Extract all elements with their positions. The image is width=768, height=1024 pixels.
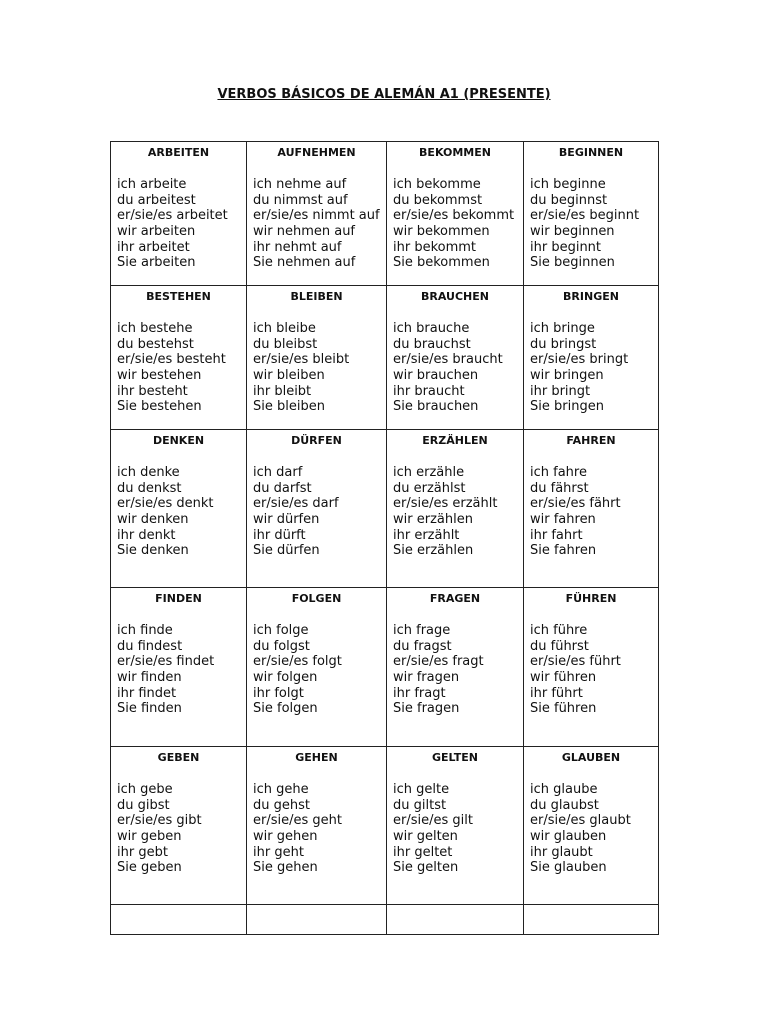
conjugation-list	[393, 177, 523, 271]
conjugation-form: Sie bleiben	[253, 399, 325, 415]
verb-cell	[524, 747, 659, 905]
table-row	[111, 588, 659, 747]
verb-name: GELTEN	[432, 751, 478, 764]
conjugation-list	[253, 465, 386, 559]
conjugation-form: ihr führt	[530, 685, 583, 701]
conjugation-form: du giltst	[393, 797, 447, 813]
conjugation-form: Sie bekommen	[393, 255, 490, 271]
conjugation-list	[530, 465, 658, 559]
conjugation-form: ich gebe	[117, 782, 173, 797]
conjugation-form: er/sie/es bleibt	[253, 352, 350, 368]
verb-name: GEHEN	[295, 751, 338, 764]
conjugation-form: ihr folgt	[253, 685, 304, 701]
conjugation-form: du findest	[117, 638, 183, 654]
conjugation-form: du bestehst	[117, 336, 194, 352]
verb-name: FAHREN	[566, 434, 616, 447]
conjugation-form: du arbeitest	[117, 192, 196, 208]
verb-cell	[247, 286, 387, 430]
verb-name: FOLGEN	[291, 592, 342, 605]
conjugation-form: du führst	[530, 638, 589, 654]
verb-cell	[387, 747, 524, 905]
conjugation-list	[117, 321, 246, 415]
conjugation-form: ihr nehmt auf	[253, 239, 342, 255]
verb-name: ARBEITEN	[147, 146, 210, 159]
conjugation-form: er/sie/es arbeitet	[117, 208, 228, 224]
conjugation-form: du folgst	[253, 638, 310, 654]
conjugation-form: Sie finden	[117, 701, 182, 717]
conjugation-form: wir bringen	[530, 368, 604, 384]
conjugation-form: du fährst	[530, 480, 589, 496]
conjugation-form: ihr findet	[117, 685, 177, 701]
conjugation-list	[530, 177, 658, 271]
conjugation-form: ihr glaubt	[530, 844, 593, 860]
empty-table-row	[111, 905, 659, 935]
conjugation-form: ich finde	[117, 623, 173, 638]
conjugation-form: wir folgen	[253, 670, 318, 686]
conjugation-form: er/sie/es denkt	[117, 496, 214, 512]
conjugation-form: du nimmst auf	[253, 192, 348, 208]
verb-name: GEBEN	[157, 751, 200, 764]
conjugation-form: er/sie/es gibt	[117, 813, 202, 829]
conjugation-form: ihr dürft	[253, 527, 306, 543]
conjugation-form: ihr beginnt	[530, 239, 602, 255]
verb-cell	[387, 430, 524, 588]
conjugation-list	[117, 782, 246, 876]
conjugation-form: wir denken	[117, 512, 189, 528]
verb-cell	[111, 430, 247, 588]
verb-name: BEGINNEN	[558, 146, 624, 159]
conjugation-form: ihr besteht	[117, 383, 188, 399]
conjugation-form: wir fahren	[530, 512, 596, 528]
verb-cell	[247, 747, 387, 905]
conjugation-form: wir dürfen	[253, 512, 320, 528]
verb-name: DÜRFEN	[291, 434, 342, 447]
conjugation-list	[530, 321, 658, 415]
conjugation-form: ihr denkt	[117, 527, 176, 543]
conjugation-list	[393, 623, 523, 717]
conjugation-list	[253, 782, 386, 876]
conjugation-form: Sie geben	[117, 860, 182, 876]
conjugation-form: wir führen	[530, 670, 597, 686]
conjugation-form: ihr fahrt	[530, 527, 583, 543]
conjugation-form: Sie beginnen	[530, 255, 615, 271]
conjugation-form: Sie glauben	[530, 860, 607, 876]
conjugation-form: Sie gelten	[393, 860, 459, 876]
conjugation-form: ihr fragt	[393, 685, 446, 701]
verb-name: ERZÄHLEN	[422, 434, 488, 447]
conjugation-form: wir bleiben	[253, 368, 325, 384]
conjugation-form: wir gelten	[393, 829, 458, 845]
conjugation-form: ich gehe	[253, 782, 309, 797]
conjugation-form: Sie gehen	[253, 860, 318, 876]
conjugation-form: du denkst	[117, 480, 182, 496]
conjugation-form: ihr arbeitet	[117, 239, 190, 255]
empty-cell	[524, 905, 659, 935]
conjugation-form: er/sie/es beginnt	[530, 208, 640, 224]
conjugation-list	[530, 782, 658, 876]
conjugation-list	[253, 321, 386, 415]
verb-name: FRAGEN	[429, 592, 481, 605]
conjugation-form: er/sie/es folgt	[253, 654, 342, 670]
conjugation-form: wir erzählen	[393, 512, 473, 528]
conjugation-form: du glaubst	[530, 797, 599, 813]
conjugation-list	[393, 782, 523, 876]
empty-cell	[387, 905, 524, 935]
conjugation-form: du brauchst	[393, 336, 471, 352]
conjugation-form: du beginnst	[530, 192, 608, 208]
conjugation-list	[393, 465, 523, 559]
conjugation-form: Sie dürfen	[253, 543, 320, 559]
table-row	[111, 430, 659, 588]
conjugation-form: ich darf	[253, 465, 303, 480]
verb-cell	[247, 142, 387, 286]
verb-cell	[524, 588, 659, 747]
verb-cell	[387, 286, 524, 430]
conjugation-form: Sie fahren	[530, 543, 597, 559]
verb-cell	[111, 747, 247, 905]
conjugation-list	[253, 177, 386, 271]
conjugation-form: ihr bleibt	[253, 383, 312, 399]
conjugation-form: ich bleibe	[253, 321, 316, 336]
conjugation-form: Sie brauchen	[393, 399, 479, 415]
conjugation-form: Sie denken	[117, 543, 189, 559]
verb-name: FINDEN	[155, 592, 202, 605]
table-row	[111, 747, 659, 905]
conjugation-form: er/sie/es findet	[117, 654, 215, 670]
conjugation-form: er/sie/es fährt	[530, 496, 621, 512]
conjugation-form: Sie erzählen	[393, 543, 474, 559]
conjugation-form: Sie bestehen	[117, 399, 202, 415]
verb-cell	[524, 286, 659, 430]
page-title: VERBOS BÁSICOS DE ALEMÁN A1 (PRESENTE)	[217, 87, 551, 102]
conjugation-form: ich gelte	[393, 782, 450, 797]
verb-name: AUFNEHMEN	[277, 146, 356, 159]
conjugation-list	[530, 623, 658, 717]
conjugation-form: wir arbeiten	[117, 224, 196, 240]
verb-name: DENKEN	[152, 434, 205, 447]
conjugation-list	[117, 623, 246, 717]
conjugation-form: wir nehmen auf	[253, 224, 356, 240]
conjugation-form: wir finden	[117, 670, 182, 686]
conjugation-form: ihr braucht	[393, 383, 465, 399]
conjugation-list	[393, 321, 523, 415]
conjugation-form: er/sie/es gilt	[393, 813, 473, 829]
conjugation-form: ihr gebt	[117, 844, 168, 860]
conjugation-form: ich fahre	[530, 465, 587, 480]
verb-cell	[111, 588, 247, 747]
conjugation-form: er/sie/es braucht	[393, 352, 503, 368]
conjugation-form: ich brauche	[393, 321, 470, 336]
table-row	[111, 286, 659, 430]
verb-cell	[387, 588, 524, 747]
conjugation-form: ihr geht	[253, 844, 304, 860]
conjugation-form: ich denke	[117, 465, 180, 480]
conjugation-form: Sie fragen	[393, 701, 460, 717]
verb-name: BRAUCHEN	[421, 290, 489, 303]
verb-name: BRINGEN	[563, 290, 619, 303]
conjugation-form: ihr geltet	[393, 844, 453, 860]
conjugation-form: er/sie/es darf	[253, 496, 339, 512]
verb-name: GLAUBEN	[561, 751, 621, 764]
conjugation-form: er/sie/es bringt	[530, 352, 629, 368]
conjugation-form: Sie folgen	[253, 701, 318, 717]
conjugation-form: wir gehen	[253, 829, 318, 845]
conjugation-form: ich bekomme	[393, 177, 481, 192]
conjugation-form: er/sie/es erzählt	[393, 496, 498, 512]
conjugation-form: du erzählst	[393, 480, 466, 496]
conjugation-form: ich bringe	[530, 321, 595, 336]
conjugation-form: er/sie/es nimmt auf	[253, 208, 380, 224]
conjugation-form: du bekommst	[393, 192, 483, 208]
conjugation-form: du bringst	[530, 336, 597, 352]
conjugation-form: ich bestehe	[117, 321, 193, 336]
verb-cell	[387, 142, 524, 286]
conjugation-form: ich glaube	[530, 782, 598, 797]
conjugation-form: ich nehme auf	[253, 177, 347, 192]
conjugation-form: ihr bringt	[530, 383, 591, 399]
verb-conjugation-table	[110, 141, 659, 935]
conjugation-form: du bleibst	[253, 336, 318, 352]
conjugation-form: er/sie/es geht	[253, 813, 342, 829]
verb-name: FÜHREN	[565, 592, 617, 605]
conjugation-form: Sie nehmen auf	[253, 255, 356, 271]
verb-cell	[247, 430, 387, 588]
conjugation-form: ich beginne	[530, 177, 606, 192]
conjugation-form: er/sie/es besteht	[117, 352, 226, 368]
conjugation-list	[253, 623, 386, 717]
conjugation-form: er/sie/es führt	[530, 654, 621, 670]
conjugation-form: ich führe	[530, 623, 588, 638]
conjugation-form: ich frage	[393, 623, 451, 638]
verb-cell	[111, 142, 247, 286]
conjugation-list	[117, 465, 246, 559]
conjugation-form: wir bestehen	[117, 368, 202, 384]
conjugation-form: wir glauben	[530, 829, 607, 845]
verb-name: BEKOMMEN	[419, 146, 491, 159]
conjugation-form: wir fragen	[393, 670, 460, 686]
verb-cell	[111, 286, 247, 430]
verb-cell	[524, 430, 659, 588]
table-row	[111, 142, 659, 286]
conjugation-form: wir beginnen	[530, 224, 615, 240]
conjugation-form: du darfst	[253, 480, 312, 496]
conjugation-form: Sie bringen	[530, 399, 604, 415]
conjugation-form: ich folge	[253, 623, 309, 638]
conjugation-form: du fragst	[393, 638, 452, 654]
conjugation-form: du gibst	[117, 797, 170, 813]
conjugation-form: ihr erzählt	[393, 527, 460, 543]
verb-name: BLEIBEN	[290, 290, 343, 303]
conjugation-form: ihr bekommt	[393, 239, 477, 255]
conjugation-form: du gehst	[253, 797, 310, 813]
conjugation-form: wir brauchen	[393, 368, 479, 384]
verb-cell	[247, 588, 387, 747]
conjugation-form: er/sie/es fragt	[393, 654, 484, 670]
verb-name: BESTEHEN	[146, 290, 211, 303]
conjugation-form: wir geben	[117, 829, 182, 845]
conjugation-form: wir bekommen	[393, 224, 490, 240]
conjugation-form: er/sie/es glaubt	[530, 813, 631, 829]
conjugation-form: Sie führen	[530, 701, 597, 717]
conjugation-form: ich erzähle	[393, 465, 465, 480]
conjugation-form: Sie arbeiten	[117, 255, 196, 271]
empty-cell	[111, 905, 247, 935]
conjugation-list	[117, 177, 246, 271]
conjugation-form: ich arbeite	[117, 177, 187, 192]
empty-cell	[247, 905, 387, 935]
verb-cell	[524, 142, 659, 286]
conjugation-form: er/sie/es bekommt	[393, 208, 515, 224]
